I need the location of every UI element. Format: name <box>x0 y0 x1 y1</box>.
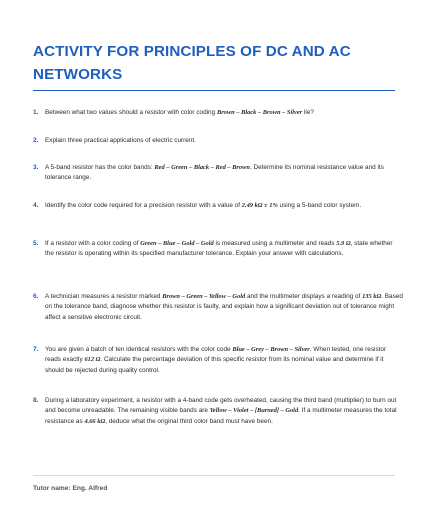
question-text <box>45 108 403 118</box>
question-segment: If a resistor with a color coding of <box>45 240 141 247</box>
question-text <box>45 136 403 146</box>
emphasis <box>217 109 302 116</box>
question-segment: During a laboratory experiment, a resistor with a 4-band code gets overheated, causing the third band (multiplier) to burn out and become unreadable. The remaining visible bands are <box>45 397 397 415</box>
emphasis <box>140 240 214 247</box>
question-segment: Identify the color code required for a precision resistor with a value of <box>45 202 242 209</box>
question-number: 7. <box>33 346 39 353</box>
question-segment: A technician measures a resistor marked <box>45 293 163 300</box>
question-number: 1. <box>33 109 39 116</box>
question-4 <box>33 201 403 211</box>
question-number: 5. <box>33 240 39 247</box>
question-segment: . Calculate the percentage deviation of this specific resistor from its nominal value and determine if it should be rejected during quality control. <box>45 356 384 374</box>
emphasis-text: 612 Ω <box>84 356 101 364</box>
tutor-name: Tutor name: Eng. Alfred <box>33 485 108 492</box>
question-segment: A 5-band resistor has the color bands: <box>45 164 155 171</box>
question-7 <box>33 345 403 376</box>
emphasis-text: Brown – Black – Brown – Silver <box>216 109 303 116</box>
question-segment: . If a multimeter measures the total resistance as <box>45 407 397 425</box>
question-text <box>45 396 403 427</box>
question-5 <box>33 239 403 260</box>
emphasis-text: Blue – Grey – Brown – Silver <box>232 346 310 353</box>
question-segment: You are given a batch of ten identical resistors with the color code <box>45 346 233 353</box>
emphasis-text: 4.66 kΩ <box>84 417 106 425</box>
question-3 <box>33 163 403 184</box>
question-segment: . Based on the tolerance band, diagnose whether this resistor is faulty, and explain how a significant deviation out of tolerance might affect a sensitive electronic circuit. <box>45 293 403 321</box>
question-1 <box>33 108 403 118</box>
question-segment: lie? <box>302 109 314 116</box>
emphasis <box>162 293 245 300</box>
question-segment: . Determine its nominal resistance value and its tolerance range. <box>45 164 384 182</box>
emphasis <box>232 346 309 353</box>
question-segment: is measured using a multimeter and reads <box>213 240 337 247</box>
emphasis <box>84 356 100 363</box>
emphasis <box>84 418 105 425</box>
emphasis-text: 2.49 kΩ ± 1% <box>241 202 278 209</box>
question-text <box>45 201 403 211</box>
question-text <box>45 163 403 184</box>
page-title: ACTIVITY FOR PRINCIPLES OF DC AND AC NETWORKS <box>33 43 351 83</box>
emphasis <box>336 240 350 247</box>
emphasis-text: Red – Green – Black – Red – Brown <box>154 164 250 171</box>
question-6 <box>33 292 403 323</box>
question-segment: . When tested, one resistor reads exactly <box>45 346 387 364</box>
question-segment: and the multimeter displays a reading of <box>245 293 363 300</box>
question-number: 3. <box>33 164 39 171</box>
emphasis-text: 135 kΩ <box>362 293 382 300</box>
emphasis-text: Yellow – Violet – [Burned] – Gold <box>209 407 299 415</box>
question-text <box>45 239 403 260</box>
question-number: 8. <box>33 397 39 404</box>
question-segment: Explain three practical applications of electric current. <box>45 137 196 144</box>
question-segment: using a 5-band color system. <box>277 202 362 209</box>
question-text <box>45 292 403 323</box>
emphasis <box>362 293 381 300</box>
question-segment: , state whether the resistor is operating within its specified manufacturer tolerance. Explain your answer with calculations. <box>45 240 393 258</box>
title-underline <box>33 90 395 91</box>
question-number: 2. <box>33 137 39 144</box>
emphasis-text: Brown – Green – Yellow – Gold <box>162 293 246 300</box>
emphasis <box>210 407 298 414</box>
emphasis-text: 5.9 Ω <box>336 240 351 247</box>
question-number: 6. <box>33 293 39 300</box>
question-segment: , deduce what the original third color band must have been. <box>105 417 273 425</box>
emphasis <box>154 164 250 171</box>
question-2 <box>33 136 403 146</box>
emphasis-text: Green – Blue – Gold – Gold <box>140 240 214 247</box>
question-8 <box>33 396 403 427</box>
question-segment: Between what two values should a resistor with color coding <box>45 109 217 116</box>
question-number: 4. <box>33 202 39 209</box>
question-text <box>45 345 403 376</box>
emphasis <box>242 202 278 209</box>
footer-divider <box>33 475 395 476</box>
